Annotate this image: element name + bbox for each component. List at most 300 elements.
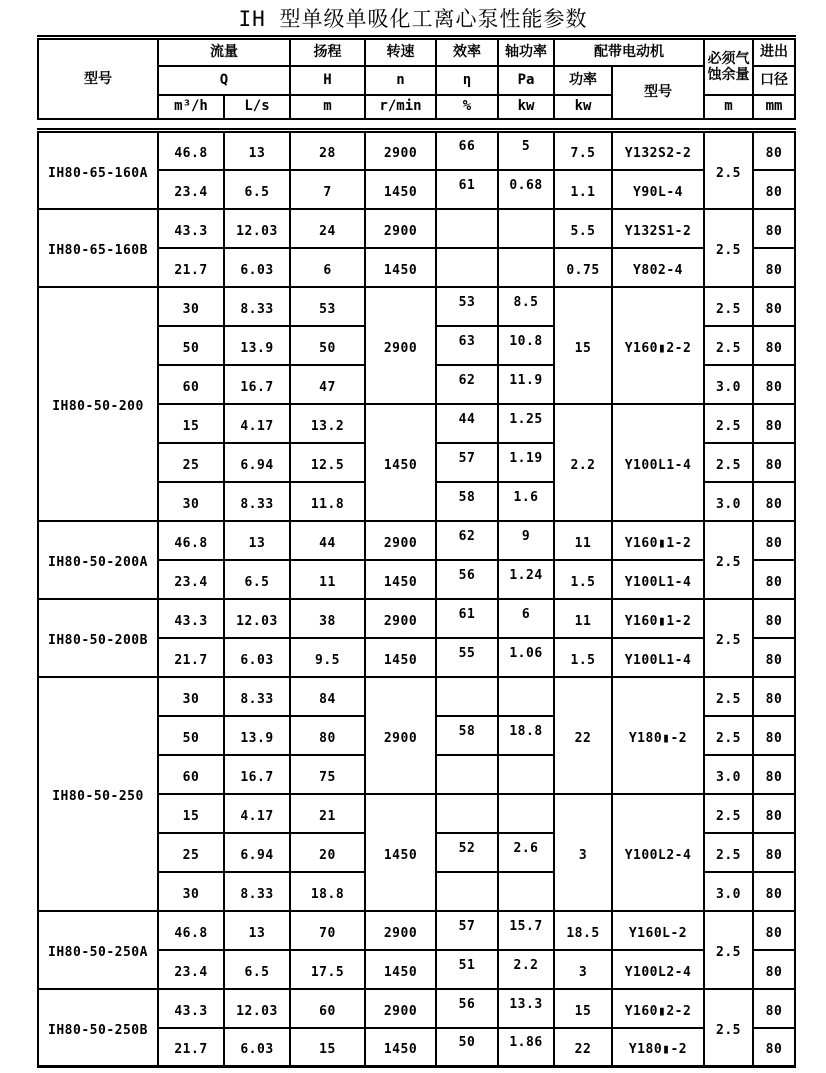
cell-port-text: 80 [765, 925, 783, 941]
cell-npsh-text: 2.5 [716, 945, 741, 960]
cell-shaft-power [498, 989, 554, 1028]
cell-flow-m3h [158, 599, 224, 638]
cell-port [753, 755, 795, 794]
cell-efficiency [436, 1028, 498, 1067]
cell-motor-model [612, 989, 704, 1028]
cell-motor-model-text: Y100L2-4 [624, 964, 692, 980]
cell-head-text: 21 [319, 808, 336, 824]
table-row [38, 131, 795, 170]
cell-efficiency-text: 66 [458, 139, 476, 155]
cell-efficiency [436, 209, 498, 248]
cell-shaft-power-text: 6 [521, 606, 531, 622]
cell-motor-model-text: Y100L1-4 [624, 457, 692, 473]
cell-efficiency-text: 61 [458, 606, 476, 622]
cell-npsh [704, 482, 753, 521]
cell-model-text: IH80-50-200A [48, 555, 148, 570]
cell-motor-model-text: Y100L1-4 [624, 652, 692, 668]
header-npsh-unit: m [704, 95, 753, 119]
cell-shaft-power-text: 2.6 [513, 840, 539, 856]
cell-flow-ls [224, 833, 290, 872]
cell-port [753, 716, 795, 755]
cell-motor-power-text: 15 [574, 1003, 592, 1019]
cell-motor-power-text: 22 [574, 730, 592, 746]
cell-shaft-power [498, 833, 554, 872]
cell-motor-model-text: Y160▮1-2 [624, 535, 692, 551]
cell-efficiency-text: 57 [458, 450, 476, 466]
cell-motor-power [554, 911, 612, 950]
cell-flow-ls-text: 8.33 [240, 691, 274, 707]
cell-npsh-text: 2.5 [716, 1022, 741, 1038]
cell-head-text: 7 [323, 184, 332, 200]
cell-npsh-text: 2.5 [716, 691, 741, 707]
cell-flow-m3h-text: 43.3 [174, 1003, 208, 1019]
cell-speed [365, 521, 436, 560]
cell-flow-m3h [158, 248, 224, 287]
cell-flow-ls-text: 13.9 [240, 340, 274, 356]
cell-port [753, 443, 795, 482]
cell-head-text: 47 [319, 379, 336, 395]
cell-port-text: 80 [765, 1042, 783, 1058]
cell-flow-m3h [158, 950, 224, 989]
cell-flow-ls [224, 131, 290, 170]
cell-flow-ls [224, 560, 290, 599]
cell-efficiency [436, 599, 498, 638]
cell-shaft-power-text: 2.2 [513, 957, 539, 973]
cell-port-text: 80 [765, 340, 783, 356]
cell-flow-ls-text: 8.33 [240, 496, 274, 512]
cell-motor-power-text: 1.5 [570, 574, 596, 590]
cell-flow-m3h [158, 716, 224, 755]
cell-flow-m3h [158, 209, 224, 248]
cell-shaft-power-text: 1.6 [513, 489, 539, 505]
cell-speed-text: 2900 [383, 223, 418, 239]
cell-model [38, 677, 158, 911]
cell-port-text: 80 [765, 769, 783, 785]
cell-npsh [704, 872, 753, 911]
page-title: IH 型单级单吸化工离心泵性能参数 [238, 7, 588, 31]
cell-motor-model-text: Y802-4 [633, 262, 683, 278]
cell-npsh [704, 521, 753, 599]
cell-flow-m3h-text: 21.7 [174, 262, 208, 278]
cell-flow-ls [224, 599, 290, 638]
cell-efficiency-text: 44 [458, 411, 476, 427]
cell-flow-ls [224, 716, 290, 755]
cell-motor-model-text: Y160▮1-2 [624, 613, 692, 629]
cell-shaft-power [498, 365, 554, 404]
data-table [37, 128, 796, 1068]
cell-head-text: 13.2 [310, 418, 345, 434]
header-shaft-power-symbol: Pa [498, 66, 554, 95]
cell-npsh-text: 3.0 [716, 496, 741, 512]
cell-flow-ls [224, 638, 290, 677]
cell-flow-m3h-text: 25 [182, 457, 200, 473]
cell-flow-ls-text: 12.03 [236, 613, 278, 629]
cell-speed [365, 248, 436, 287]
cell-flow-m3h-text: 60 [182, 379, 200, 395]
cell-flow-m3h [158, 131, 224, 170]
header-port-unit: mm [753, 95, 795, 119]
cell-shaft-power-text: 10.8 [509, 333, 543, 349]
cell-port-text: 80 [765, 496, 783, 512]
cell-flow-ls [224, 287, 290, 326]
cell-motor-model [612, 209, 704, 248]
cell-shaft-power [498, 287, 554, 326]
header-npsh-line1: 必须气 [707, 50, 750, 67]
header-port-line1: 进出 [753, 38, 795, 66]
cell-flow-m3h [158, 872, 224, 911]
cell-motor-model-text: Y90L-4 [633, 184, 683, 200]
cell-head [290, 950, 365, 989]
cell-speed [365, 209, 436, 248]
cell-motor-power-text: 5.5 [570, 223, 596, 239]
cell-motor-power-text: 1.5 [570, 652, 596, 668]
cell-speed [365, 638, 436, 677]
cell-npsh [704, 287, 753, 326]
cell-port-text: 80 [765, 418, 783, 434]
cell-motor-model [612, 170, 704, 209]
cell-shaft-power-text: 9 [521, 528, 531, 544]
cell-speed-text: 1450 [383, 964, 418, 980]
cell-speed [365, 989, 436, 1028]
cell-efficiency [436, 287, 498, 326]
cell-motor-power [554, 404, 612, 521]
cell-head-text: 11 [319, 574, 336, 590]
cell-flow-ls [224, 404, 290, 443]
cell-shaft-power [498, 755, 554, 794]
cell-flow-m3h [158, 326, 224, 365]
cell-efficiency-text: 50 [458, 1035, 476, 1051]
cell-model [38, 131, 158, 209]
cell-motor-power-text: 11 [574, 535, 592, 551]
cell-shaft-power-text: 11.9 [509, 372, 543, 388]
cell-port-text: 80 [765, 262, 783, 278]
cell-npsh-text: 2.5 [716, 165, 741, 181]
cell-motor-power [554, 677, 612, 794]
cell-head [290, 170, 365, 209]
cell-npsh [704, 599, 753, 677]
header-efficiency: 效率 [436, 38, 498, 66]
cell-flow-m3h-text: 25 [182, 847, 200, 863]
cell-flow-m3h-text: 30 [182, 886, 200, 902]
cell-flow-ls-text: 6.03 [240, 262, 274, 278]
cell-motor-power-text: 18.5 [566, 925, 600, 941]
cell-efficiency [436, 755, 498, 794]
cell-shaft-power-text: 0.68 [509, 177, 543, 193]
header-shaft-power-unit: kw [498, 95, 554, 119]
cell-shaft-power-text: 1.24 [509, 567, 543, 583]
cell-motor-model [612, 131, 704, 170]
cell-efficiency-text: 63 [458, 333, 476, 349]
cell-npsh-text: 2.5 [716, 730, 741, 746]
cell-npsh-text: 2.5 [716, 847, 741, 863]
header-flow-unit-m3h: m³/h [158, 95, 224, 119]
cell-efficiency-text: 52 [458, 840, 476, 856]
header-model: 型号 [38, 38, 158, 119]
cell-port-text: 80 [765, 847, 783, 863]
cell-port [753, 677, 795, 716]
cell-npsh [704, 365, 753, 404]
cell-efficiency-text: 55 [458, 645, 476, 661]
cell-npsh-text: 2.5 [716, 418, 741, 434]
cell-shaft-power [498, 638, 554, 677]
cell-flow-ls [224, 989, 290, 1028]
cell-npsh-text: 2.5 [716, 555, 741, 570]
cell-flow-m3h [158, 794, 224, 833]
cell-npsh [704, 833, 753, 872]
cell-motor-power-text: 7.5 [570, 146, 596, 162]
cell-flow-m3h [158, 989, 224, 1028]
cell-efficiency-text: 56 [458, 567, 476, 583]
cell-motor-power [554, 638, 612, 677]
cell-efficiency-text: 58 [458, 489, 476, 505]
cell-speed [365, 911, 436, 950]
cell-head [290, 404, 365, 443]
cell-motor-model-text: Y100L2-4 [624, 847, 692, 863]
cell-head-text: 28 [319, 146, 336, 162]
cell-shaft-power [498, 482, 554, 521]
cell-port-text: 80 [765, 652, 783, 668]
cell-head-text: 60 [319, 1003, 336, 1019]
cell-port-text: 80 [765, 146, 783, 162]
cell-flow-ls [224, 794, 290, 833]
cell-motor-power [554, 560, 612, 599]
cell-npsh [704, 989, 753, 1067]
cell-port [753, 326, 795, 365]
cell-motor-model [612, 287, 704, 404]
cell-shaft-power-text: 13.3 [509, 996, 543, 1012]
cell-efficiency [436, 794, 498, 833]
cell-shaft-power-text: 1.25 [509, 411, 543, 427]
cell-motor-power [554, 209, 612, 248]
header-shaft-power: 轴功率 [498, 38, 554, 66]
cell-port [753, 170, 795, 209]
cell-efficiency-text: 51 [458, 957, 476, 973]
header-motor-model: 型号 [612, 66, 704, 119]
cell-port [753, 872, 795, 911]
cell-motor-power [554, 287, 612, 404]
cell-npsh [704, 911, 753, 989]
cell-motor-power [554, 1028, 612, 1067]
cell-model [38, 209, 158, 287]
cell-head [290, 716, 365, 755]
cell-flow-m3h [158, 833, 224, 872]
cell-model-text: IH80-50-200 [52, 399, 144, 414]
cell-flow-m3h [158, 911, 224, 950]
header-efficiency-symbol: η [436, 66, 498, 95]
cell-head [290, 872, 365, 911]
cell-flow-m3h [158, 638, 224, 677]
cell-efficiency [436, 677, 498, 716]
cell-motor-power [554, 794, 612, 911]
cell-motor-model-text: Y180▮-2 [628, 1042, 688, 1058]
cell-flow-ls-text: 6.5 [244, 964, 270, 980]
cell-head-text: 9.5 [315, 652, 340, 668]
cell-efficiency [436, 989, 498, 1028]
cell-motor-power-text: 15 [574, 340, 592, 356]
cell-motor-power-text: 22 [574, 1042, 592, 1058]
cell-efficiency-text: 57 [458, 918, 476, 934]
cell-head-text: 18.8 [310, 886, 345, 902]
cell-motor-model-text: Y132S1-2 [624, 223, 692, 239]
cell-npsh [704, 209, 753, 287]
cell-flow-m3h-text: 15 [182, 808, 200, 824]
cell-flow-m3h-text: 23.4 [174, 574, 208, 590]
table-row [38, 911, 795, 950]
cell-motor-model [612, 521, 704, 560]
cell-motor-model [612, 677, 704, 794]
header-motor-power-unit: kw [554, 95, 612, 119]
cell-port-text: 80 [765, 379, 783, 395]
cell-flow-m3h [158, 365, 224, 404]
cell-model [38, 287, 158, 521]
cell-port [753, 482, 795, 521]
cell-speed-text: 2900 [383, 1003, 418, 1019]
header-speed-unit: r/min [365, 95, 436, 119]
cell-shaft-power [498, 521, 554, 560]
cell-motor-model-text: Y180▮-2 [628, 730, 688, 746]
cell-speed-text: 1450 [383, 262, 418, 278]
header-flow: 流量 [158, 38, 290, 66]
cell-flow-ls-text: 6.5 [244, 574, 270, 590]
header-flow-symbol: Q [158, 66, 290, 95]
cell-shaft-power [498, 716, 554, 755]
cell-head [290, 560, 365, 599]
cell-shaft-power [498, 170, 554, 209]
cell-head [290, 521, 365, 560]
cell-efficiency [436, 833, 498, 872]
cell-motor-power [554, 131, 612, 170]
cell-motor-model-text: Y100L1-4 [624, 574, 692, 590]
cell-model-text: IH80-65-160B [48, 243, 148, 258]
cell-motor-model [612, 560, 704, 599]
table-row [38, 989, 795, 1028]
cell-flow-ls [224, 872, 290, 911]
cell-shaft-power [498, 794, 554, 833]
cell-flow-ls [224, 677, 290, 716]
cell-flow-m3h-text: 43.3 [174, 223, 208, 239]
cell-efficiency-text: 58 [458, 723, 476, 739]
cell-efficiency [436, 638, 498, 677]
cell-port-text: 80 [765, 730, 783, 746]
cell-flow-m3h-text: 15 [182, 418, 200, 434]
cell-speed-text: 1450 [383, 847, 418, 863]
cell-flow-m3h-text: 23.4 [174, 184, 208, 200]
cell-flow-ls-text: 6.94 [240, 457, 274, 473]
cell-flow-ls [224, 248, 290, 287]
cell-shaft-power [498, 248, 554, 287]
cell-efficiency [436, 911, 498, 950]
cell-speed-text: 2900 [383, 613, 418, 629]
cell-speed [365, 599, 436, 638]
cell-port [753, 287, 795, 326]
cell-motor-model [612, 950, 704, 989]
table-row [38, 287, 795, 326]
cell-port [753, 638, 795, 677]
cell-motor-power [554, 599, 612, 638]
cell-flow-m3h [158, 482, 224, 521]
cell-head-text: 12.5 [310, 457, 345, 473]
cell-flow-ls-text: 8.33 [240, 301, 274, 317]
table-row [38, 209, 795, 248]
header-speed-symbol: n [365, 66, 436, 95]
cell-npsh [704, 677, 753, 716]
cell-port [753, 131, 795, 170]
cell-speed [365, 170, 436, 209]
cell-head [290, 1028, 365, 1067]
cell-shaft-power [498, 404, 554, 443]
cell-flow-ls-text: 8.33 [240, 886, 274, 902]
cell-motor-model-text: Y160L-2 [628, 925, 688, 941]
cell-motor-model [612, 599, 704, 638]
cell-shaft-power [498, 560, 554, 599]
cell-flow-m3h [158, 404, 224, 443]
cell-motor-power [554, 521, 612, 560]
cell-port-text: 80 [765, 1003, 783, 1019]
cell-flow-m3h-text: 43.3 [174, 613, 208, 629]
cell-flow-ls-text: 13 [248, 535, 266, 551]
header-npsh-line2: 蚀余量 [707, 66, 750, 83]
cell-npsh [704, 794, 753, 833]
cell-motor-model [612, 248, 704, 287]
cell-motor-power [554, 248, 612, 287]
cell-port-text: 80 [765, 691, 783, 707]
cell-npsh-text: 3.0 [716, 886, 741, 902]
cell-motor-power [554, 989, 612, 1028]
cell-port-text: 80 [765, 457, 783, 473]
cell-flow-ls-text: 6.03 [240, 652, 274, 668]
cell-flow-m3h [158, 1028, 224, 1067]
cell-speed [365, 794, 436, 911]
cell-speed [365, 404, 436, 521]
cell-flow-ls [224, 911, 290, 950]
cell-flow-ls-text: 6.5 [244, 184, 270, 200]
cell-efficiency-text: 62 [458, 528, 476, 544]
cell-head-text: 50 [319, 340, 336, 356]
cell-head [290, 794, 365, 833]
cell-flow-m3h-text: 21.7 [174, 652, 208, 668]
cell-head-text: 20 [319, 847, 336, 863]
cell-flow-m3h [158, 443, 224, 482]
cell-port [753, 950, 795, 989]
cell-npsh-text: 2.5 [716, 633, 741, 648]
cell-speed-text: 1450 [383, 184, 418, 200]
cell-motor-power-text: 3 [578, 847, 588, 863]
cell-speed-text: 1450 [383, 457, 418, 473]
cell-head-text: 38 [319, 613, 336, 629]
cell-speed-text: 1450 [383, 574, 418, 590]
cell-port-text: 80 [765, 535, 783, 551]
cell-head [290, 482, 365, 521]
cell-flow-ls-text: 6.03 [240, 1042, 274, 1058]
cell-head-text: 80 [319, 730, 336, 746]
cell-head-text: 75 [319, 769, 336, 785]
cell-npsh [704, 716, 753, 755]
cell-shaft-power-text: 18.8 [509, 723, 543, 739]
cell-flow-ls [224, 482, 290, 521]
cell-port [753, 794, 795, 833]
cell-efficiency [436, 248, 498, 287]
cell-port-text: 80 [765, 574, 783, 590]
header-motor: 配带电动机 [554, 38, 704, 66]
cell-speed [365, 677, 436, 794]
cell-shaft-power [498, 326, 554, 365]
cell-npsh-text: 2.5 [716, 457, 741, 473]
cell-npsh-text: 2.5 [716, 340, 741, 356]
cell-flow-ls-text: 12.03 [236, 1003, 278, 1019]
cell-motor-model [612, 404, 704, 521]
cell-npsh [704, 404, 753, 443]
cell-efficiency-text: 62 [458, 372, 476, 388]
